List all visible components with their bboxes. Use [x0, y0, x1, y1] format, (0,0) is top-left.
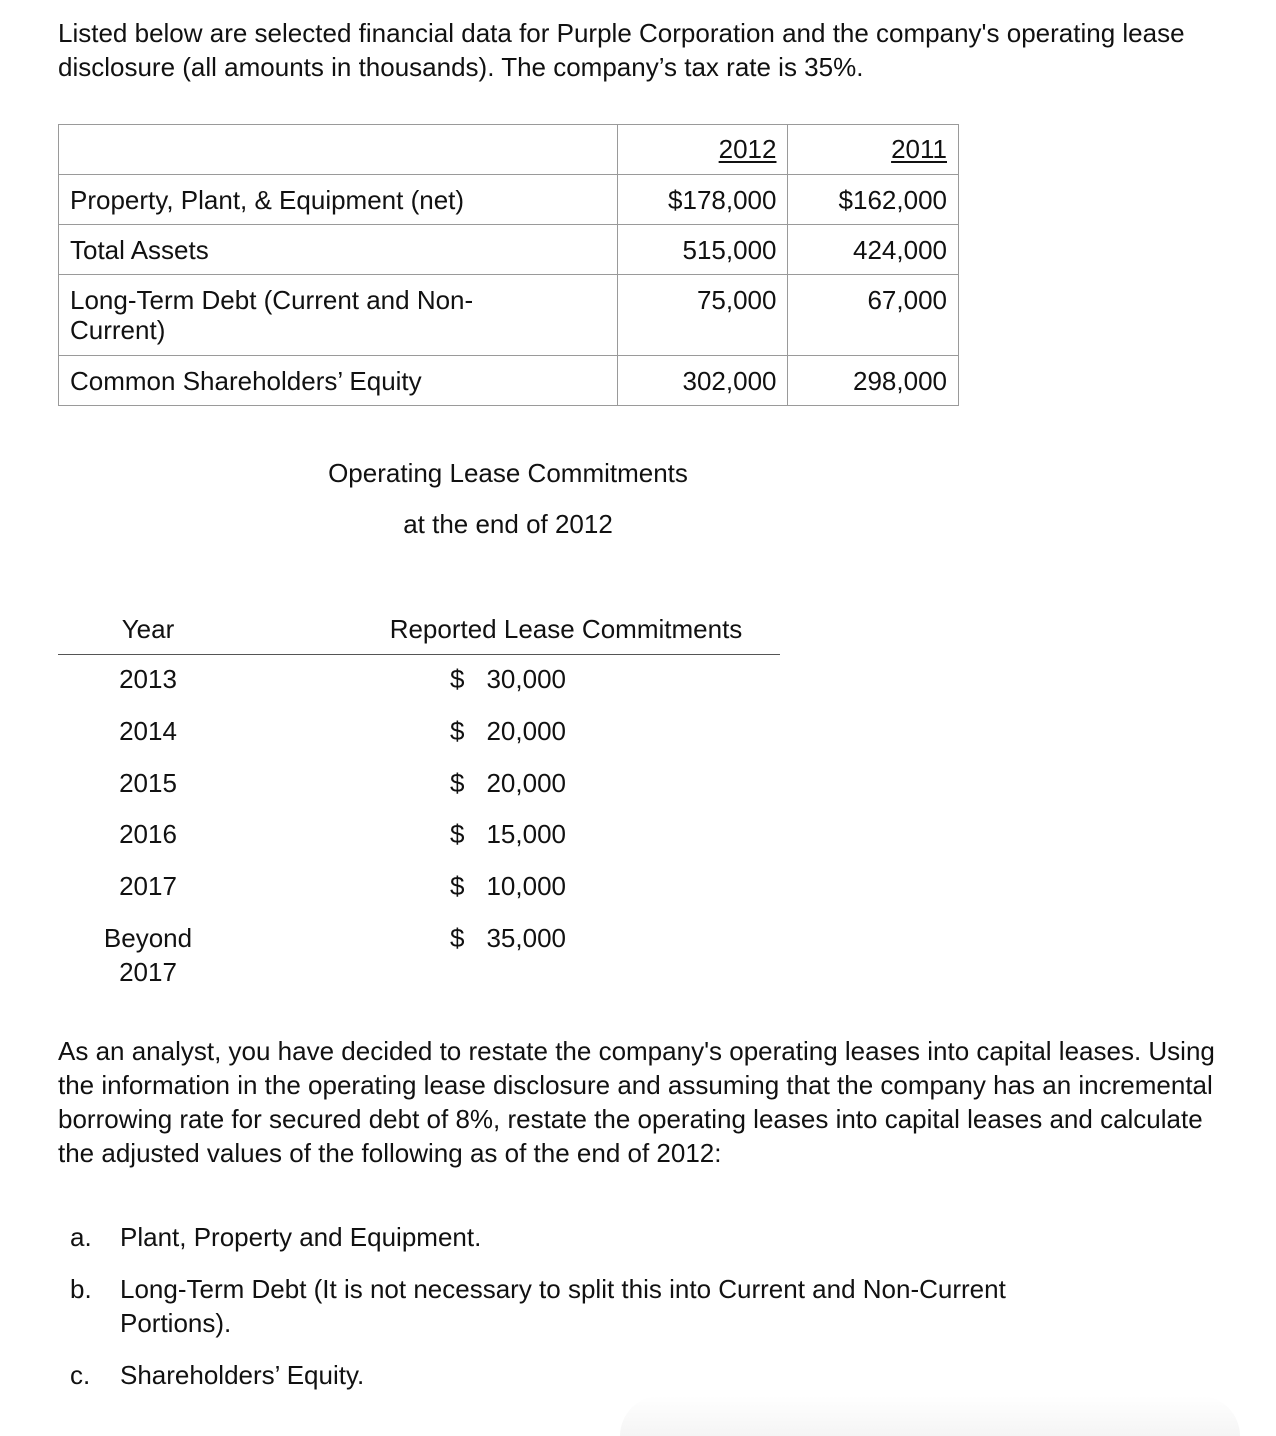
question-letter: a.: [70, 1222, 92, 1252]
row-label: Total Assets: [59, 225, 618, 275]
value-2012: 515,000: [617, 225, 788, 275]
table-row: [59, 356, 959, 406]
lease-table-header: [58, 612, 780, 655]
amount-value: 10,000: [486, 871, 566, 901]
table-row: [59, 175, 959, 225]
lease-year: Beyond 2017: [103, 923, 193, 987]
question-letter: b.: [70, 1274, 92, 1304]
dollar-sign: $: [450, 664, 465, 694]
lease-title-line2: at the end of 2012: [403, 509, 613, 539]
intro-paragraph: Listed below are selected financial data for Purple Corporation and the company's operating lease disclosure (all amounts in thousands). The company’s tax rate is 35%.: [58, 18, 1185, 82]
header-2012: [617, 125, 788, 175]
header-2011: [788, 125, 959, 175]
amount-value: 35,000: [486, 923, 566, 953]
dollar-sign: $: [450, 768, 465, 798]
table-row: [59, 275, 959, 356]
lease-year: 2014: [119, 716, 177, 746]
header-2012-label: 2012: [718, 134, 777, 164]
lease-year: 2015: [119, 768, 177, 798]
lease-year: 2016: [119, 819, 177, 849]
value-2012: $178,000: [617, 175, 788, 225]
row-label: Property, Plant, & Equipment (net): [59, 175, 618, 225]
header-empty-cell: [59, 125, 618, 175]
table-header-row: [59, 125, 959, 175]
amount-value: 20,000: [486, 768, 566, 798]
row-label: [59, 275, 618, 356]
amount-value: 20,000: [486, 716, 566, 746]
closing-paragraph: As an analyst, you have decided to restate the company's operating leases into capital leases. Using the information in the operating lease disclosure and assuming that the company has an incremental borrowing rate for secured debt of 8%, restate the operating leases into capital leases and calculate the adjusted values of the following as of the end of 2012:: [58, 1036, 1215, 1168]
dollar-sign: $: [450, 923, 465, 953]
value-2011: $162,000: [788, 175, 959, 225]
table-row: [59, 225, 959, 275]
dollar-sign: $: [450, 819, 465, 849]
amount-value: 30,000: [486, 664, 566, 694]
value-2012: 302,000: [617, 356, 788, 406]
question-letter: c.: [70, 1360, 91, 1390]
value-2012: 75,000: [617, 275, 788, 356]
lease-title-line1: Operating Lease Commitments: [328, 458, 688, 488]
lease-year: 2017: [119, 871, 177, 901]
column-header-amount: Reported Lease Commitments: [389, 614, 743, 644]
page-shadow: [620, 1396, 1240, 1436]
question-text: Plant, Property and Equipment.: [120, 1222, 482, 1252]
financial-data-table: [58, 124, 959, 406]
amount-value: 15,000: [486, 819, 566, 849]
column-header-year: Year: [121, 614, 175, 644]
question-text: Long-Term Debt (It is not necessary to split this into Current and Non-Current Portions).: [120, 1274, 1006, 1338]
dollar-sign: $: [450, 716, 465, 746]
value-2011: 298,000: [788, 356, 959, 406]
dollar-sign: $: [450, 871, 465, 901]
lease-year: 2013: [119, 664, 177, 694]
row-label-text: Long-Term Debt (Current and Non-Current): [70, 285, 474, 345]
question-text: Shareholders’ Equity.: [120, 1360, 365, 1390]
value-2011: 67,000: [788, 275, 959, 356]
row-label: Common Shareholders’ Equity: [59, 356, 618, 406]
header-2011-label: 2011: [891, 134, 947, 164]
value-2011: 424,000: [788, 225, 959, 275]
